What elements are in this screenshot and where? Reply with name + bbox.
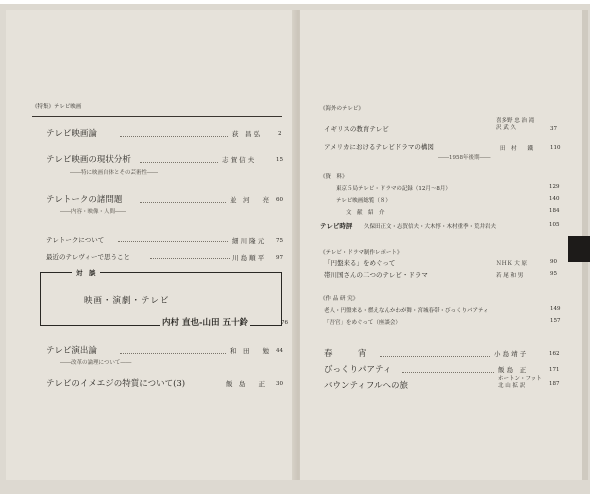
toc-title: テレトークの諸問題 <box>46 195 123 205</box>
toc-page: 162 <box>549 351 560 357</box>
open-book <box>0 4 590 494</box>
section-label: 《海外のテレビ》 <box>320 106 364 112</box>
toc-author: 細 川 隆 元 <box>232 237 265 245</box>
toc-title: 春 宵 <box>324 349 367 359</box>
toc-title: 帯川国さんの二つのテレビ・ドラマ <box>324 271 428 279</box>
dialogue-title: 映画・演劇・テレビ <box>84 296 170 306</box>
record-page: 129 <box>549 184 560 190</box>
toc-author: 志 賀 信 夫 <box>222 156 255 164</box>
record-item: テレビ映画総覧（８） <box>336 198 391 204</box>
toc-author: 飯 島 正 <box>498 366 527 374</box>
toc-title: アメリカにおけるテレビドラマの構図 <box>324 143 434 151</box>
toc-page: 171 <box>549 367 560 373</box>
toc-author: 荻 昌 弘 <box>232 130 261 138</box>
work-item: 老人・円盤来る・燃えなんかわが舞・宮城春帯・びっくりパアティ <box>324 308 489 314</box>
toc-title: テレビ映画の現状分析 <box>46 155 131 165</box>
toc-author: 若 尾 和 男 <box>496 273 524 279</box>
record-item: 東京５局テレビ・ドラマの記録（12月～8月） <box>336 186 451 192</box>
toc-author: 小 島 靖 子 <box>494 350 527 358</box>
record-page: 184 <box>549 208 560 214</box>
leader <box>120 136 228 137</box>
dialogue-label: 対 談 <box>72 268 100 277</box>
work-item: 「吾官」をめぐって（座談会） <box>324 320 401 326</box>
leader <box>120 353 226 354</box>
toc-title: テレトークについて <box>46 236 105 244</box>
overseas-note: ――1958年後期―― <box>438 155 491 161</box>
toc-subtitle: ――特に映画自体とその芸術性―― <box>70 170 159 176</box>
section-label: 《テレビ・ドラマ制作レポート》 <box>320 250 403 256</box>
toc-page: 110 <box>550 145 561 151</box>
work-page: 149 <box>550 306 561 312</box>
toc-author: 喜多野 忠 治 滝 沢 武 久 <box>496 118 535 131</box>
toc-author: 田 村 鐵 <box>500 146 534 152</box>
toc-page: 2 <box>278 131 282 137</box>
toc-author: ＮＨＫ 大 原 <box>496 261 527 267</box>
toc-author: 川 島 順 平 <box>232 254 265 262</box>
toc-title: バウンティフルへの旅 <box>324 381 408 391</box>
toc-title: テレビ映画論 <box>46 129 97 139</box>
toc-page: 15 <box>276 157 283 163</box>
toc-page: 187 <box>549 381 560 387</box>
toc-title: 最近のテレヴィーで思うこと <box>46 253 130 261</box>
leader <box>402 372 494 373</box>
record-item: 文 献 紹 介 <box>346 210 385 216</box>
review-page: 105 <box>549 222 560 228</box>
toc-page: 90 <box>550 259 557 265</box>
left-page <box>6 10 297 480</box>
leader <box>118 241 228 242</box>
work-page: 157 <box>550 318 561 324</box>
divider <box>32 116 282 117</box>
toc-page: 75 <box>276 238 283 244</box>
bookmark-tab <box>568 236 590 262</box>
section-label: 《作 品 研 究》 <box>320 296 359 302</box>
dialogue-page: 76 <box>281 320 288 326</box>
toc-page: 60 <box>276 197 283 203</box>
leader <box>140 202 226 203</box>
review-authors: 久保田正文・志賀信夫・大木惇・木村重季・荒井岩夫 <box>364 224 497 230</box>
toc-page: 95 <box>550 271 557 277</box>
toc-author: ホートン・フット 北 山 拡 訳 <box>498 376 542 389</box>
toc-page: 44 <box>276 348 283 354</box>
toc-subtitle: ――改革の論理について―― <box>60 360 132 366</box>
toc-title: テレビ演出論 <box>46 346 97 356</box>
right-page <box>300 10 582 480</box>
toc-title: 「円盤来る」をめぐって <box>324 259 396 267</box>
toc-title: テレビのイメエジの特質について(3) <box>46 379 186 389</box>
dialogue-authors: 内村 直也-山田 五十鈴 <box>162 318 248 328</box>
leader <box>380 356 490 357</box>
toc-page: 97 <box>276 255 283 261</box>
toc-author: 飯 島 正 <box>226 380 265 388</box>
record-page: 140 <box>549 196 560 202</box>
toc-page: 30 <box>276 381 283 387</box>
review-title: テレビ時評 <box>320 222 353 230</box>
toc-author: 並 河 亮 <box>230 196 269 204</box>
toc-title: びっくりパアティ <box>324 365 392 375</box>
section-label: 《特集》テレビ映画 <box>32 104 82 110</box>
section-label: 《資 料》 <box>320 174 348 180</box>
leader <box>140 162 218 163</box>
leader <box>150 258 230 259</box>
toc-title: イギリスの教育テレビ <box>324 125 389 133</box>
toc-author: 和 田 勉 <box>230 347 269 355</box>
toc-page: 37 <box>550 126 557 132</box>
toc-subtitle: ――内容・映像・人間―― <box>60 209 127 215</box>
